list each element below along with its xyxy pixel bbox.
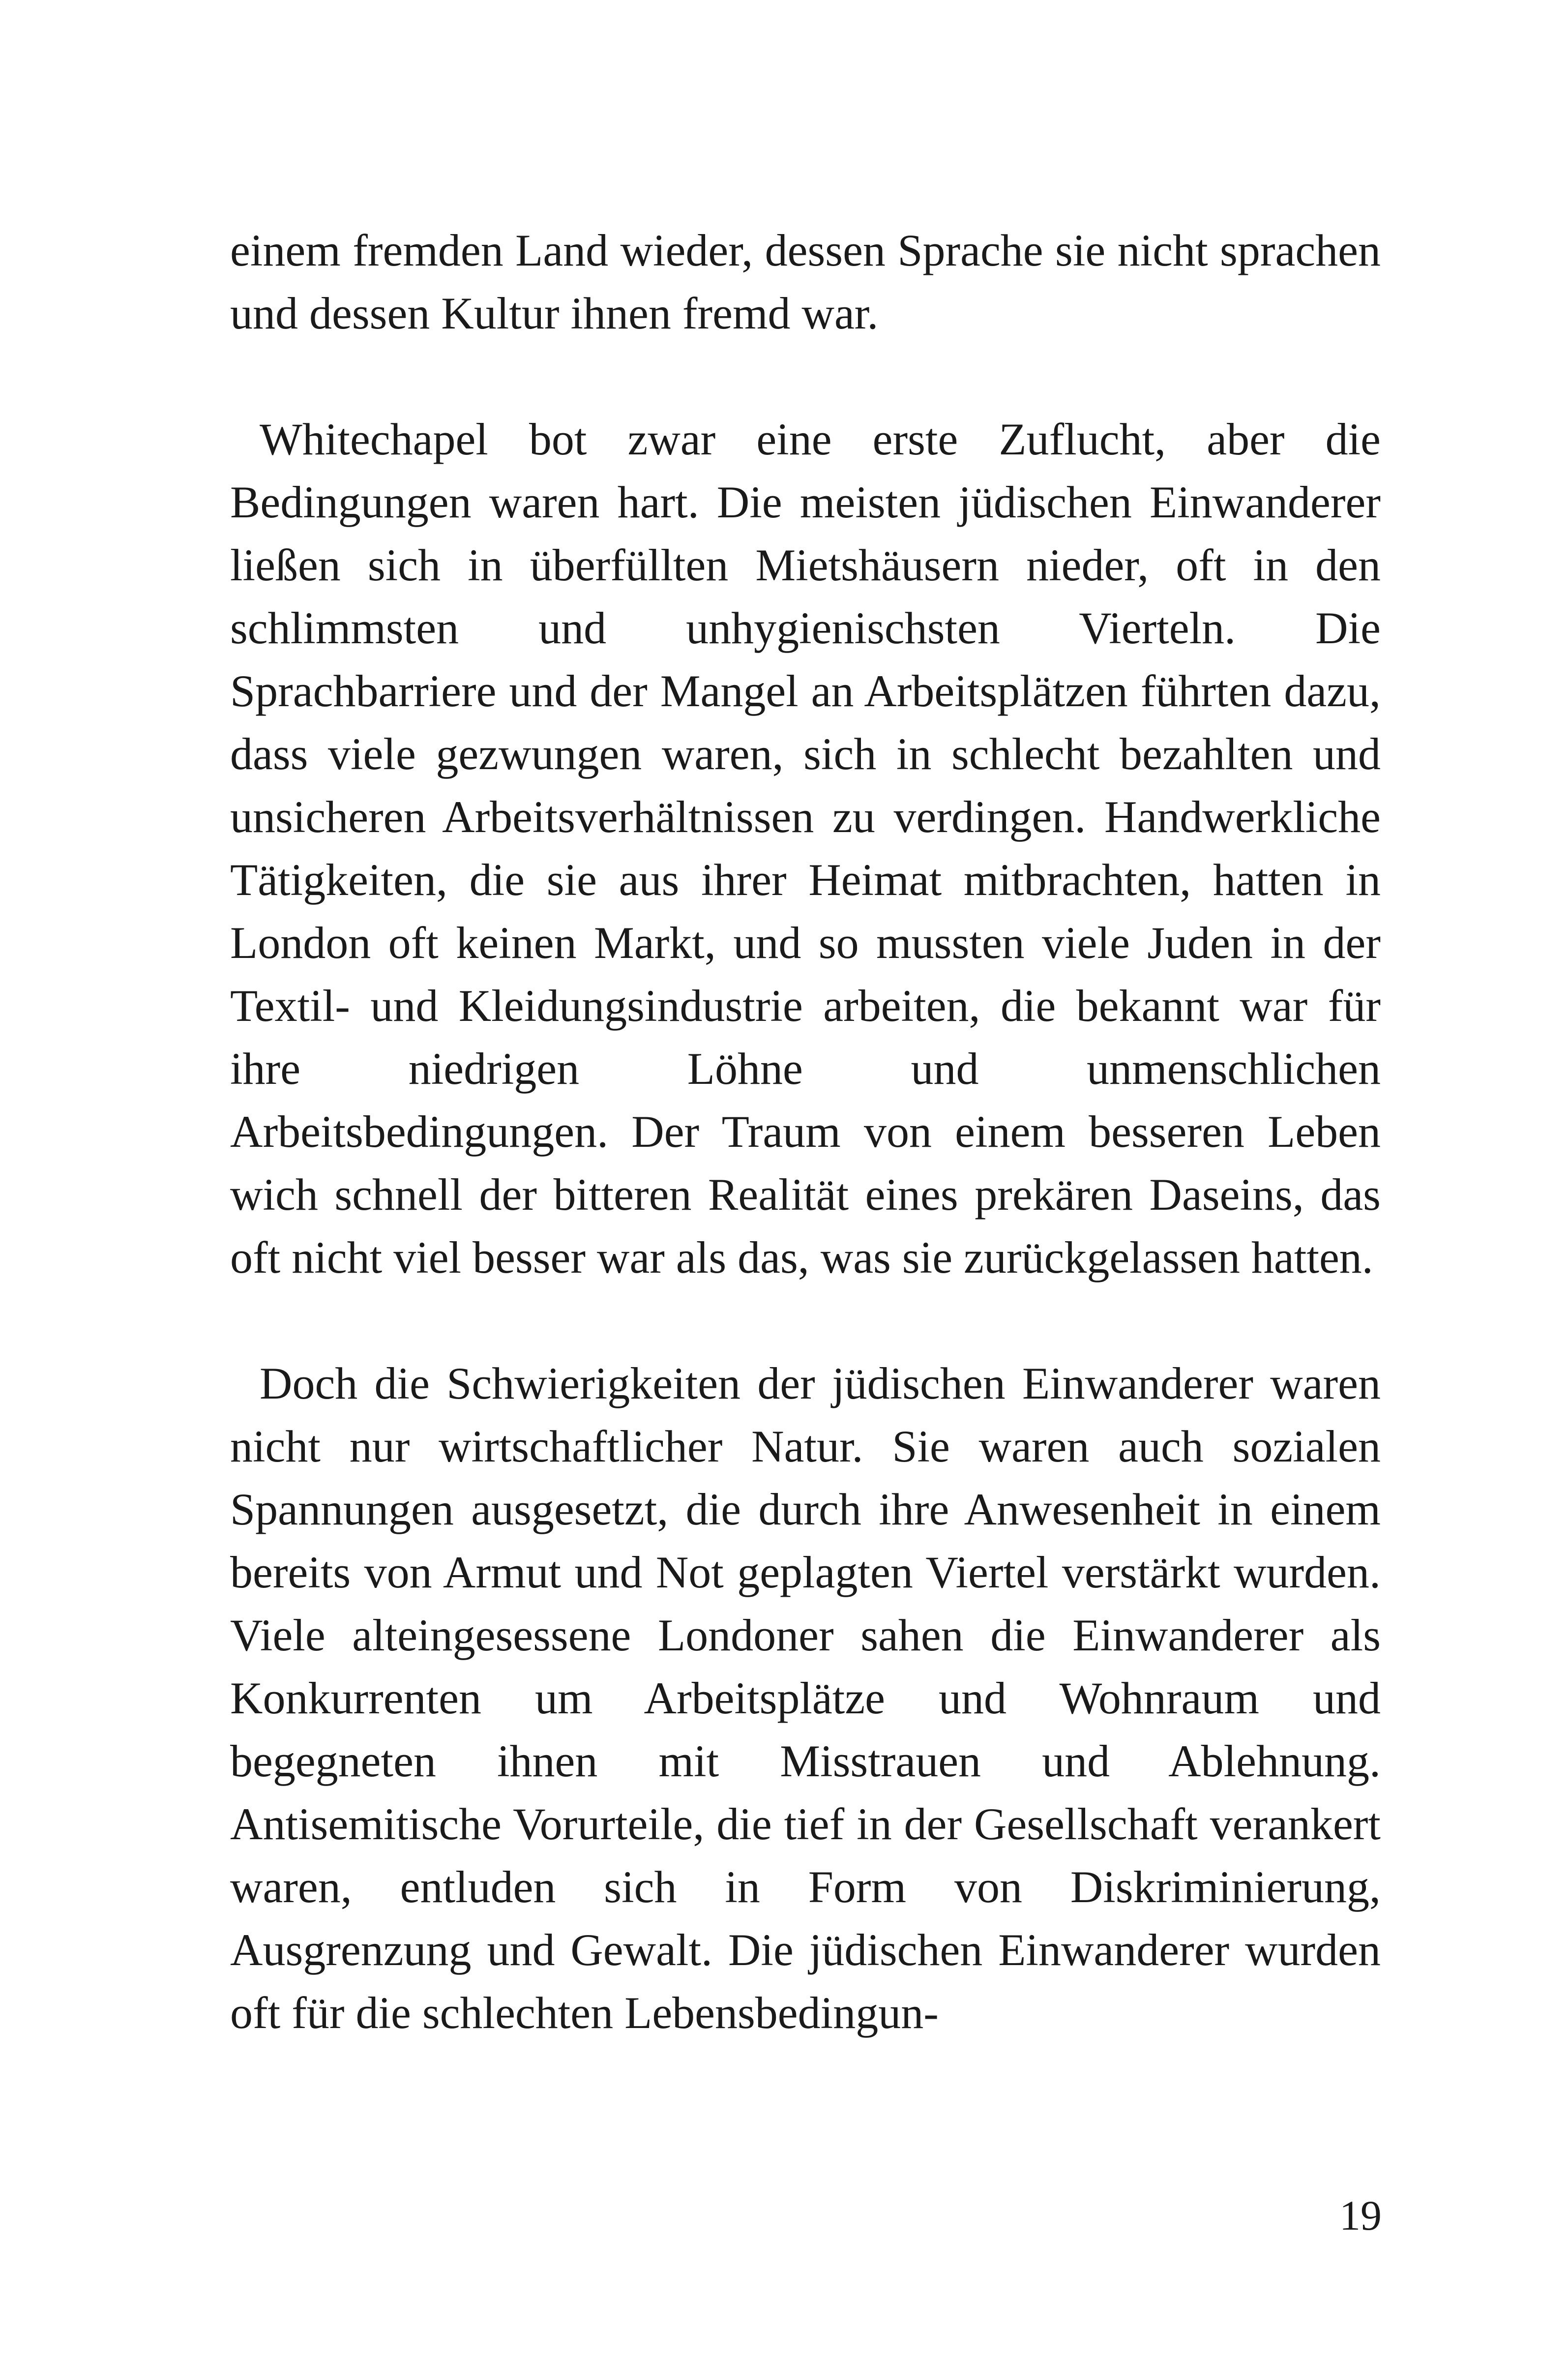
paragraph-continuation: einem fremden Land wieder, dessen Sprache sie nicht sprachen und dessen Kultur ihnen fremd war. [230, 225, 1381, 338]
page-number: 19 [1339, 2192, 1382, 2239]
paragraph-whitechapel: Whitechapel bot zwar eine erste Zuflucht, aber die Bedingungen waren hart. Die meisten jüdischen Einwanderer ließen sich in überfüllten Mietshäusern nieder, oft in den schlimmsten und unhygienischsten Vierteln. Die Sprachbarriere und der Mangel an Arbeitsplätzen führten dazu, dass viele gezwungen waren, sich in schlecht bezahlten und unsicheren Arbeitsverhältnissen zu verdingen. Handwerkliche Tätigkeiten, die sie aus ihrer Heimat mitbrachten, hatten in London oft keinen Markt, und so mussten viele Juden in der Textil- und Kleidungsindustrie arbeiten, die bekannt war für ihre niedrigen Löhne und unmenschlichen Arbeitsbedingungen. Der Traum von einem besseren Leben wich schnell der bitteren Realität eines prekären Daseins, das oft nicht viel besser war als das, was sie zurückgelassen hatten. [230, 414, 1381, 1283]
paragraph-social-tensions: Doch die Schwierigkeiten der jüdischen Einwanderer waren nicht nur wirtschaftlicher Natur. Sie waren auch sozialen Spannungen ausgesetzt, die durch ihre Anwesenheit in einem bereits von Armut und Not geplagten Viertel verstärkt wurden. Viele alteingesessene Londoner sahen die Einwanderer als Konkurrenten um Arbeitsplätze und Wohnraum und begegneten ihnen mit Misstrauen und Ablehnung. Antisemitische Vorurteile, die tief in der Gesellschaft verankert waren, entluden sich in Form von Diskriminierung, Ausgrenzung und Gewalt. Die jüdischen Einwanderer wurden oft für die schlechten Lebensbedingun- [230, 1358, 1381, 2038]
body-text [230, 219, 1381, 2044]
